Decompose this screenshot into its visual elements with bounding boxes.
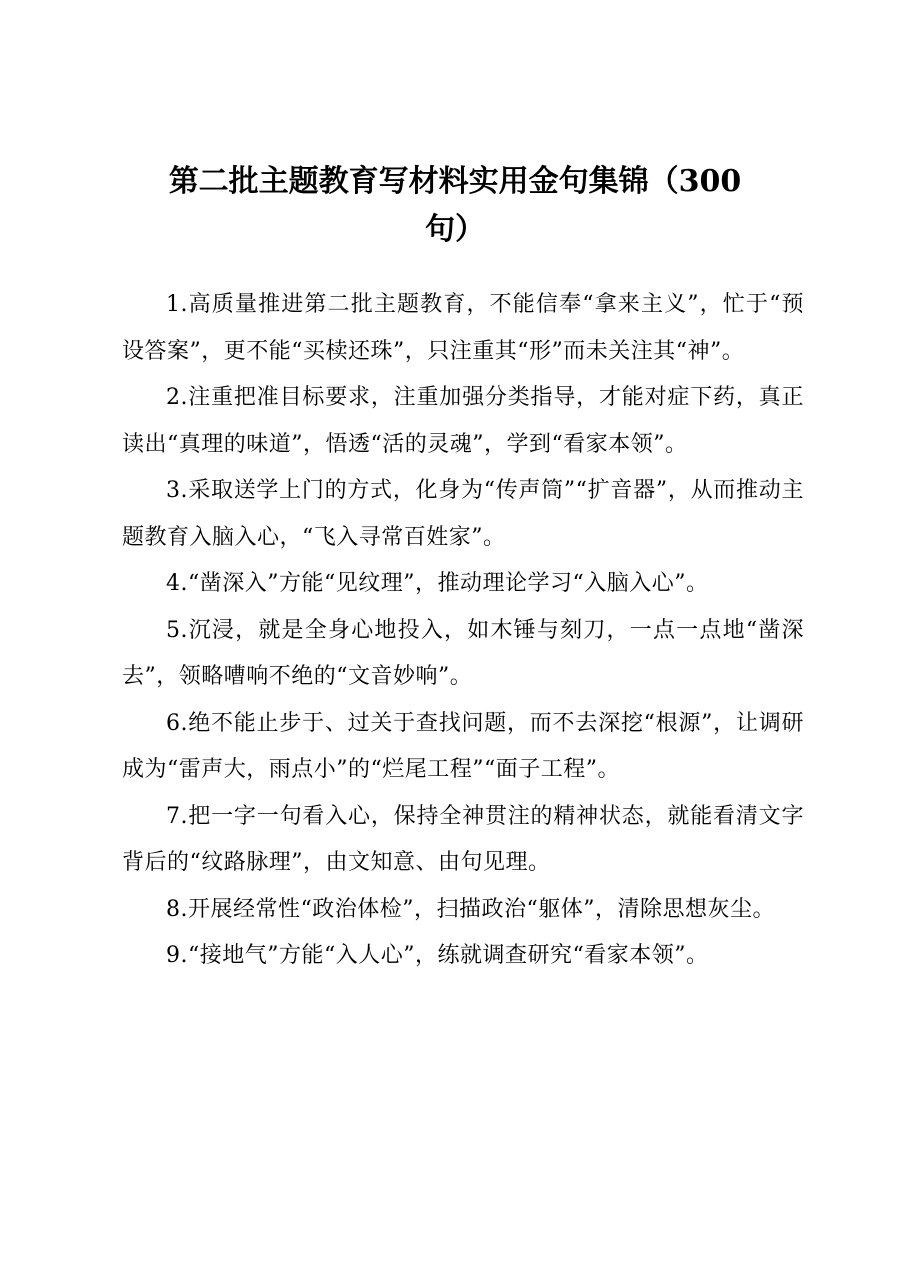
paragraph-4: 4.“凿深入”方能“见纹理”，推动理论学习“入脑入心”。 <box>166 571 709 596</box>
paragraph-2: 2.注重把准目标要求，注重加强分类指导，才能对症下药，真正读出“真理的味道”，悟透“活的灵魂”，学到“看家本领”。 <box>122 385 804 457</box>
paragraph-9: 9.“接地气”方能“入人心”，练就调查研究“看家本领”。 <box>166 943 709 968</box>
paragraph-8: 8.开展经常性“政治体检”，扫描政治“躯体”，清除思想灰尘。 <box>166 896 775 922</box>
document-title-line-2: 句） <box>425 212 485 247</box>
paragraph-3: 3.采取送学上门的方式，化身为“传声筒”“扩音器”，从而推动主题教育入脑入心，“飞入寻常百姓家”。 <box>122 478 804 550</box>
paragraph-5: 5.沉浸，就是全身心地投入，如木锤与刻刀，一点一点地“凿深去”，领略嘈响不绝的“文音妙响”。 <box>122 617 804 689</box>
document-title-line-1: 第二批主题教育写材料实用金句集锦（300 <box>168 164 742 199</box>
document-body <box>122 282 804 980</box>
paragraph-1: 1.高质量推进第二批主题教育，不能信奉“拿来主义”，忙于“预设答案”，更不能“买椟还珠”，只注重其“形”而未关注其“神”。 <box>122 292 804 364</box>
paragraph-7: 7.把一字一句看入心，保持全神贯注的精神状态，就能看清文字背后的“纹路脉理”，由文知意、由句见理。 <box>122 803 804 875</box>
document-title <box>110 158 800 254</box>
paragraph-6: 6.绝不能止步于、过关于查找问题，而不去深挖“根源”，让调研成为“雷声大，雨点小”的“烂尾工程”“面子工程”。 <box>122 710 804 782</box>
